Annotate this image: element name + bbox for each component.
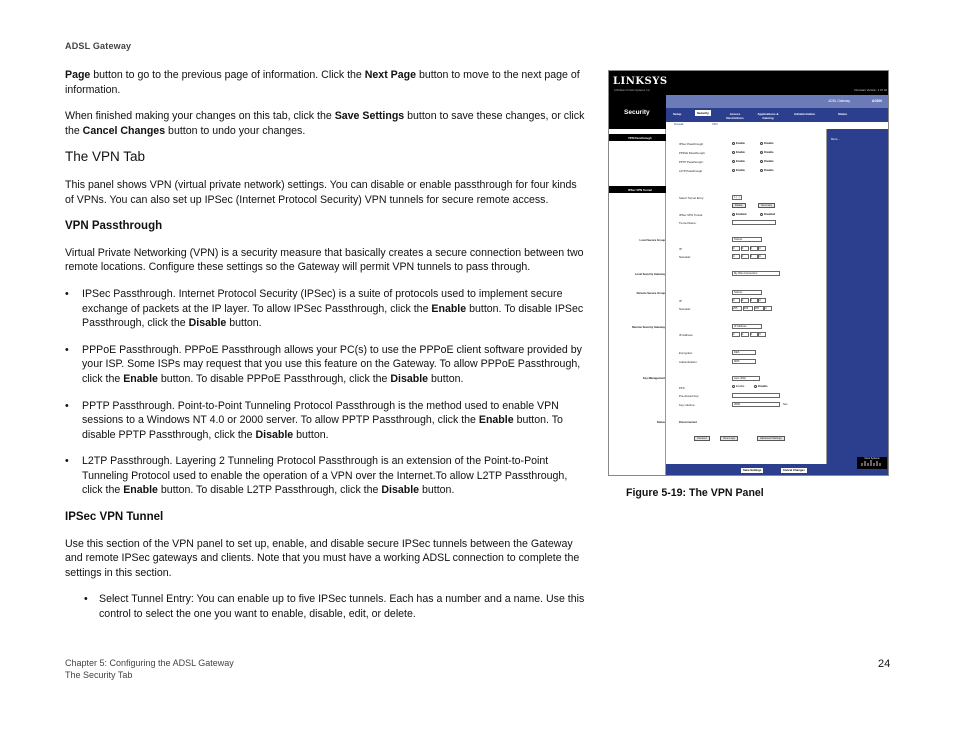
- bottom-bar: [666, 464, 889, 476]
- tunnel-name-input[interactable]: [732, 220, 776, 225]
- form-label: IP:: [679, 299, 683, 303]
- left-label: Key Management: [642, 377, 665, 380]
- enable-radio[interactable]: Enable: [732, 169, 745, 172]
- footer: [65, 657, 234, 681]
- disabled-radio[interactable]: Disabled: [760, 213, 775, 216]
- section-title: The VPN Tab: [65, 149, 146, 165]
- form-label: Encryption:: [679, 351, 693, 355]
- remote-mask-fields[interactable]: 255 255 255 0: [732, 306, 772, 311]
- left-label: Local Secure Group: [639, 239, 665, 242]
- subsection-title: VPN Passthrough: [65, 220, 163, 233]
- form-label: PPPoE Passthrough:: [679, 151, 706, 155]
- key-mode-select[interactable]: Auto (IKE): [732, 376, 760, 381]
- form-label: PPTP Passthrough:: [679, 160, 704, 164]
- footer-chapter: Chapter 5: Configuring the ADSL Gateway: [65, 658, 234, 668]
- subtab-firewall[interactable]: Firewall: [674, 123, 684, 126]
- encryption-select[interactable]: DES: [732, 350, 756, 355]
- firmware-version: Firmware Version: 1.07.02: [854, 88, 887, 92]
- left-label: Local Security Gateway: [634, 273, 665, 276]
- form-label: Key Lifetime:: [679, 403, 696, 407]
- tab-applications-gaming[interactable]: Applications & Gaming: [757, 112, 779, 120]
- tab-security[interactable]: Security: [697, 111, 709, 115]
- authentication-select[interactable]: MD5: [732, 359, 756, 364]
- product-name: ADSL Gateway: [828, 99, 850, 103]
- main-tabs: [666, 108, 889, 122]
- sub-tabs: [666, 122, 889, 129]
- footer-section: The Security Tab: [65, 670, 133, 680]
- local-group-select[interactable]: Subnet: [732, 237, 762, 242]
- form-label: Authentication:: [679, 360, 698, 364]
- section-label: Security: [624, 109, 650, 116]
- disable-radio[interactable]: Disable: [760, 142, 774, 145]
- figure-caption: Figure 5-19: The VPN Panel: [626, 487, 764, 499]
- local-ip-fields[interactable]: 0 0 0 0: [732, 246, 766, 251]
- main-text-column: [65, 68, 587, 622]
- intro-paragraph: Page button to go to the previous page of information. Click the Next Page button to move to the next page of information.: [65, 69, 580, 96]
- list-item: • PPPoE Passthrough. PPPoE Passthrough allows your PC(s) to use the PPPoE client software provided by your ISP. Some ISPs may request that you use this feature on the Gateway. To allow PPPoE Passthrough, click the Enable button. To disable PPPoE Passthrough, click the Disable button.: [65, 343, 587, 387]
- form-label: L2TP Passthrough:: [679, 169, 703, 173]
- disable-radio[interactable]: Disable: [760, 151, 774, 154]
- local-mask-fields[interactable]: 0 0 0 0: [732, 254, 766, 259]
- section-intro: This panel shows VPN (virtual private network) settings. You can disable or enable passthrough for four kinds of VPNs. You can also set up IPSec (Internet Protocol Security) VPN tunnels for secure remote access.: [65, 178, 577, 206]
- intro-paragraph: When finished making your changes on this tab, click the Save Settings button to save these changes, or click the Cancel Changes button to undo your changes.: [65, 110, 585, 137]
- tab-status[interactable]: Status: [838, 112, 848, 116]
- form-label: IPSec Passthrough:: [679, 142, 704, 146]
- status-value: Disconnected: [679, 421, 697, 424]
- page-number: 24: [878, 658, 891, 670]
- remote-gateway-ip-fields[interactable]: 0 0 0 0: [732, 332, 766, 337]
- connect-button[interactable]: Connect: [694, 436, 710, 441]
- enable-radio[interactable]: Enable: [732, 142, 745, 145]
- tab-administration[interactable]: Administration: [794, 112, 816, 116]
- form-label: Netmask:: [679, 255, 691, 259]
- enabled-radio[interactable]: Enabled: [732, 213, 746, 216]
- left-bar-vpn-passthrough: VPN Passthrough: [609, 134, 666, 141]
- form-label: Select Tunnel Entry:: [679, 196, 705, 200]
- subsection-intro: Virtual Private Networking (VPN) is a security measure that basically creates a secure connection between two remote locations. Configure these settings so the Gateway will permit VPN tunnels to pass through.: [65, 246, 584, 274]
- form-label: IP Address:: [679, 333, 694, 337]
- summary-button[interactable]: Summary: [758, 203, 775, 208]
- left-label-column: [609, 129, 666, 476]
- left-label: Remote Security Gateway: [631, 326, 665, 329]
- disable-radio[interactable]: Disable: [760, 169, 774, 172]
- form-label: Tunnel Name:: [679, 221, 697, 225]
- pfs-enable-radio[interactable]: Enable: [732, 385, 744, 388]
- subsection-intro: Use this section of the VPN panel to set up, enable, and disable secure IPSec tunnels between the Gateway and remote IPSec gateways and clients. Note that you must have a working ADSL connection to complete the settings in this section.: [65, 537, 580, 579]
- cancel-changes-button[interactable]: Cancel Changes: [783, 468, 805, 472]
- form-label: IPSec VPN Tunnel:: [679, 213, 703, 217]
- subtab-vpn[interactable]: VPN: [712, 123, 718, 126]
- preshared-key-input[interactable]: [732, 393, 780, 398]
- ipsec-list: [84, 592, 587, 621]
- remote-gateway-select[interactable]: IP Address: [732, 324, 762, 329]
- running-header: ADSL Gateway: [65, 41, 132, 51]
- product-bar: [666, 95, 889, 108]
- remote-group-select[interactable]: Subnet: [732, 290, 762, 295]
- save-settings-button[interactable]: Save Settings: [743, 468, 762, 472]
- tab-access-restrictions[interactable]: Access Restrictions: [726, 112, 744, 120]
- disable-radio[interactable]: Disable: [760, 160, 774, 163]
- subsection-title: IPSec VPN Tunnel: [65, 511, 164, 524]
- linksys-logo: LINKSYS: [613, 76, 668, 87]
- model-name: AG300: [871, 99, 882, 103]
- figure-header-bar: [609, 71, 889, 95]
- left-label: Remote Secure Group: [636, 292, 665, 295]
- settings-form: [666, 129, 827, 476]
- delete-button[interactable]: Delete: [732, 203, 746, 208]
- key-lifetime-input[interactable]: 3600: [732, 402, 780, 407]
- form-label: Netmask:: [679, 307, 691, 311]
- tab-setup[interactable]: Setup: [673, 112, 682, 116]
- help-panel: [827, 129, 889, 476]
- passthrough-list: [65, 287, 587, 498]
- vpn-panel-screenshot: [608, 70, 889, 476]
- view-logs-button[interactable]: View Logs: [720, 436, 738, 441]
- local-gateway-select[interactable]: My Wan Connection: [732, 271, 780, 276]
- form-label: PFS:: [679, 386, 686, 390]
- seconds-unit: Sec.: [783, 403, 789, 406]
- logo-subtitle: A Division of Cisco Systems, Inc.: [614, 89, 651, 92]
- left-bar-ipsec-vpn-tunnel: IPSec VPN Tunnel: [609, 186, 666, 193]
- advanced-settings-button[interactable]: Advanced Settings: [757, 436, 785, 441]
- list-item: • PPTP Passthrough. Point-to-Point Tunneling Protocol Passthrough is the method used to enable VPN sessions to a Windows NT 4.0 or 2000 server. To allow PPTP Passthrough, click the Enable button. To disable PPTP Passthrough, click the Disable button.: [65, 399, 587, 443]
- enable-radio[interactable]: Enable: [732, 151, 745, 154]
- more-link[interactable]: More...: [831, 137, 840, 141]
- enable-radio[interactable]: Enable: [732, 160, 745, 163]
- pfs-disable-radio[interactable]: Disable: [754, 385, 768, 388]
- list-item: • IPSec Passthrough. Internet Protocol Security (IPSec) is a suite of protocols used to implement secure exchange of packets at the IP layer. To allow IPSec Passthrough, click the Enable button. To disable IPSec Passthrough, click the Disable button.: [65, 287, 587, 331]
- tunnel-entry-select[interactable]: 1 ( - ): [734, 196, 741, 199]
- form-label: Pre-shared Key:: [679, 394, 700, 398]
- list-item: • L2TP Passthrough. Layering 2 Tunneling Protocol Passthrough is an extension of the Point-to-Point Tunneling Protocol used to enable the operation of a VPN over the Internet.To allow L2TP Passthrough, click the Enable button. To disable L2TP Passthrough, click the Disable button.: [65, 454, 587, 498]
- remote-ip-fields[interactable]: 0 0 0 0: [732, 298, 766, 303]
- cisco-logo: Cisco Systems: [857, 457, 887, 469]
- list-item: • Select Tunnel Entry: You can enable up to five IPSec tunnels. Each has a number and a name. Use this control to select the one you want to enable, disable, edit, or delete.: [84, 592, 587, 621]
- form-label: IP:: [679, 247, 683, 251]
- left-label: Status: [656, 421, 665, 424]
